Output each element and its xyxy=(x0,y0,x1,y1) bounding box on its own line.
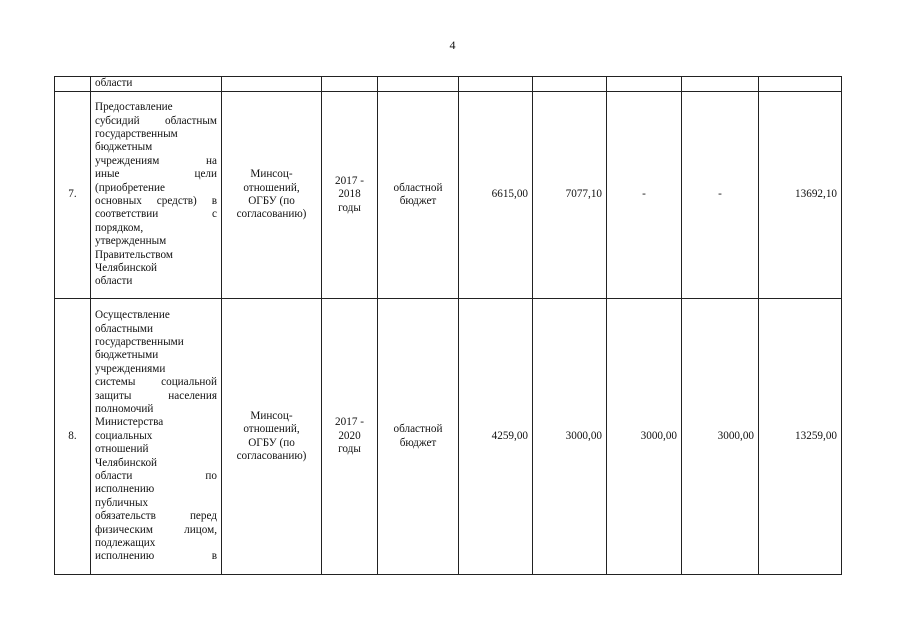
cell-text-line: годы xyxy=(338,201,361,214)
cell-text-line: 2020 xyxy=(338,429,361,442)
cell-text-line: основных средств) в xyxy=(95,195,217,207)
cell-text-line: Правительством xyxy=(95,248,173,261)
cell-text-line: областными xyxy=(95,322,153,335)
table-row xyxy=(55,299,842,575)
cell-text-line: области xyxy=(95,275,133,288)
amount-2017: 6615,00 xyxy=(459,92,533,299)
cell-text-line: ОГБУ (по xyxy=(248,436,295,449)
cell-text-line: публичных xyxy=(95,496,149,509)
description-cell: области xyxy=(91,77,222,92)
cell-text-line: исполнению xyxy=(95,483,155,496)
amount-2018: 7077,10 xyxy=(533,92,607,299)
amount-2018: 3000,00 xyxy=(533,299,607,575)
cell-text-line: согласованию) xyxy=(236,208,307,221)
cell-text-line: соответствии с xyxy=(95,208,217,221)
amount-2020: - xyxy=(682,92,759,299)
cell-text-line: государственными xyxy=(95,335,184,348)
cell-text-line: 2017 - xyxy=(335,416,364,429)
description-cell xyxy=(91,92,222,299)
amount-2020: 3000,00 xyxy=(682,299,759,575)
cell-text-line: физическим лицом, xyxy=(95,523,217,536)
cell-text-line: учреждениями xyxy=(95,362,166,375)
cell-text-line: областной xyxy=(393,181,443,194)
cell-text-line: отношений, xyxy=(243,181,300,194)
period-cell xyxy=(322,92,378,299)
cell-text-line: 2017 - xyxy=(335,174,364,187)
cell-text-line: учреждениям на xyxy=(95,154,217,167)
amount-2017: 4259,00 xyxy=(459,299,533,575)
cell-text-line: полномочий xyxy=(95,402,154,415)
cell-text-line: подлежащих xyxy=(95,537,156,550)
cell-text-line: защиты населения xyxy=(95,389,217,402)
amount-2019: - xyxy=(607,92,682,299)
cell-text-line: исполнению в xyxy=(95,550,217,563)
cell-text-line: бюджет xyxy=(399,436,437,449)
cell-text-line: областной xyxy=(393,423,443,436)
description-cell xyxy=(91,299,222,575)
cell-text-line: бюджетными xyxy=(95,349,159,362)
cell-text-line: Минсоц- xyxy=(250,168,293,181)
cell-text-line: Министерства xyxy=(95,416,164,429)
cell-text-line: обязательств перед xyxy=(95,510,217,523)
table-row-continuation xyxy=(55,77,842,92)
cell-text-line: Осуществление xyxy=(95,309,170,322)
source-cell xyxy=(378,92,459,299)
amount-total: 13692,10 xyxy=(759,92,842,299)
cell-text-line: отношений xyxy=(95,443,149,456)
row-number: 7. xyxy=(55,92,91,299)
cell-text-line: утвержденным xyxy=(95,235,167,248)
num-cell xyxy=(55,77,91,92)
period-cell xyxy=(322,299,378,575)
cell-text-line: Минсоц- xyxy=(250,409,293,422)
cell-text-line: отношений, xyxy=(243,423,300,436)
cell-text-line: ОГБУ (по xyxy=(248,195,295,207)
budget-table xyxy=(54,76,842,575)
cell-text-line: бюджетным xyxy=(95,141,153,154)
table-row xyxy=(55,92,842,299)
cell-text-line: иные цели xyxy=(95,168,217,181)
amount-total: 13259,00 xyxy=(759,299,842,575)
cell-text-line: (приобретение xyxy=(95,181,165,194)
cell-text-line: государственным xyxy=(95,127,178,140)
cell-text-line: 2018 xyxy=(338,188,361,201)
cell-text-line: области по xyxy=(95,470,217,483)
cell-text-line: порядком, xyxy=(95,221,144,234)
source-cell xyxy=(378,299,459,575)
cell-text-line: согласованию) xyxy=(236,449,307,462)
cell-text-line: бюджет xyxy=(399,195,437,207)
cell-text-line: Предоставление xyxy=(95,101,173,114)
cell-text-line: социальных xyxy=(95,429,153,442)
cell-text-line: субсидий областным xyxy=(95,114,217,127)
page-number: 4 xyxy=(449,38,456,52)
executor-cell xyxy=(222,299,322,575)
row-number: 8. xyxy=(55,299,91,575)
amount-2019: 3000,00 xyxy=(607,299,682,575)
executor-cell xyxy=(222,92,322,299)
cell-text-line: Челябинской xyxy=(95,262,158,275)
cell-text-line: системы социальной xyxy=(95,376,217,389)
cell-text-line: годы xyxy=(338,443,361,456)
cell-text-line: Челябинской xyxy=(95,456,158,469)
